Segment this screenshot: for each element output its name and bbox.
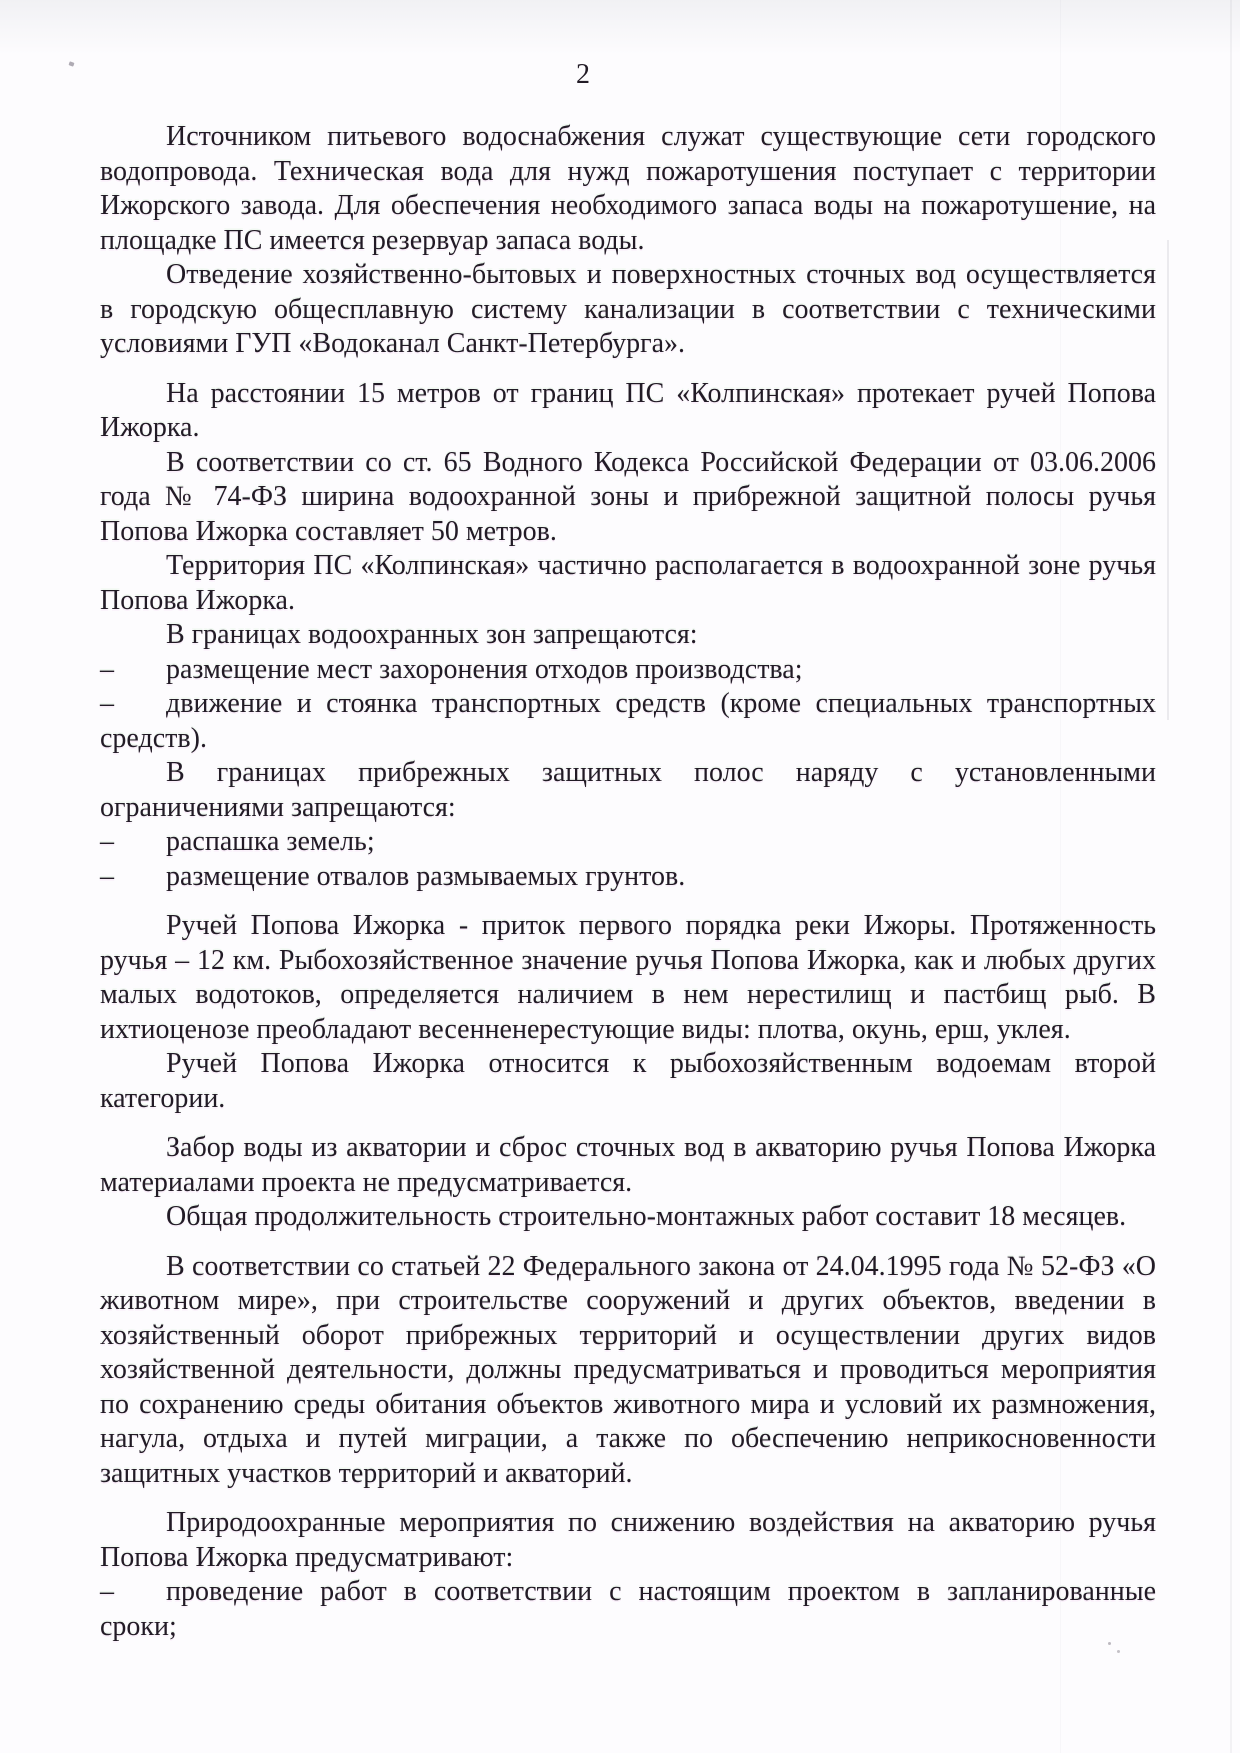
paragraph: Территория ПС «Колпинская» частично располагается в водоохранной зоне ручья Попова Ижорка. [100,550,1156,616]
paragraph: Забор воды из акватории и сброс сточных вод в акваторию ручья Попова Ижорка материалами проекта не предусматривается. [100,1132,1156,1198]
page-number: 2 [576,59,590,90]
paragraph: Общая продолжительность строительно-монтажных работ составит 18 месяцев. [166,1201,1127,1232]
list-item-text: проведение работ в соответствии с настоящим проектом в запланированные сроки; [100,1576,1156,1642]
paragraph: Ручей Попова Ижорка - приток первого порядка реки Ижоры. Протяженность ручья – 12 км. Рыбохозяйственное значение ручья Попова Ижорка, как и любых других малых водотоков, определяется наличием в нем нерестилищ и пастбищ рыб. В ихтиоценозе преобладают весенненерестующие виды: плотва, окунь, ерш, уклея. [100,910,1156,1045]
list-dash-marker: – [100,653,114,685]
paragraph: В соответствии со статьей 22 Федерального закона от 24.04.1995 года № 52-ФЗ «О животном мире», при строительстве сооружений и других объектов, введении в хозяйственный оборот прибрежных территорий и осуществлении других видов хозяйственной деятельности, должны предусматриваться и проводиться мероприятия по сохранению среды обитания объектов животного мира и условий их размножения, нагула, отдыха и путей миграции, а также по обеспечению неприкосновенности защитных участков территорий и акваторий. [100,1250,1156,1489]
page-header [100,58,1156,92]
paragraph: Отведение хозяйственно-бытовых и поверхностных сточных вод осуществляется в городскую общесплавную систему канализации в соответствии с техническими условиями ГУП «Водоканал Санкт-Петербурга». [100,259,1156,359]
list-dash-marker: – [100,860,114,892]
document-body [100,120,1156,1644]
paragraph: В границах прибрежных защитных полос наряду с установленными ограничениями запрещаются: [100,757,1156,823]
list-dash-marker: – [100,1576,114,1607]
scan-streak [1230,0,1232,1753]
scan-speck [68,61,74,66]
scan-streak [1060,0,1061,1753]
list-dash-marker: – [100,688,114,719]
paragraph: Природоохранные мероприятия по снижению воздействия на акваторию ручья Попова Ижорка предусматривают: [100,1507,1156,1573]
list-item-text: размещение отвалов размываемых грунтов. [166,860,686,892]
paragraph: В границах водоохранных зон запрещаются: [166,619,698,650]
scan-speck [1108,1642,1111,1645]
list-item [100,1575,1156,1644]
list-item [100,687,1156,756]
list-item [100,653,1156,688]
list-item-text: распашка земель; [166,826,375,857]
paragraph: Источником питьевого водоснабжения служат существующие сети городского водопровода. Техническая вода для нужд пожаротушения поступает с территории Ижорского завода. Для обеспечения необходимого запаса воды на пожаротушение, на площадке ПС имеется резервуар запаса воды. [100,121,1156,256]
paragraph: В соответствии со ст. 65 Водного Кодекса Российской Федерации от 03.06.2006 года № 74-ФЗ ширина водоохранной зоны и прибрежной защитной полосы ручья Попова Ижорка составляет 50 метров. [100,446,1156,547]
list-item-text: размещение мест захоронения отходов производства; [166,653,803,685]
paragraph: Ручей Попова Ижорка относится к рыбохозяйственным водоемам второй категории. [100,1048,1156,1114]
list-item [100,860,1156,895]
list-item [100,825,1156,860]
scan-speck [1117,1650,1120,1653]
scan-streak [1167,240,1169,720]
paragraph: На расстоянии 15 метров от границ ПС «Колпинская» протекает ручей Попова Ижорка. [100,377,1156,443]
list-dash-marker: – [100,826,114,857]
list-item-text: движение и стоянка транспортных средств (кроме специальных транспортных средств). [100,688,1156,754]
